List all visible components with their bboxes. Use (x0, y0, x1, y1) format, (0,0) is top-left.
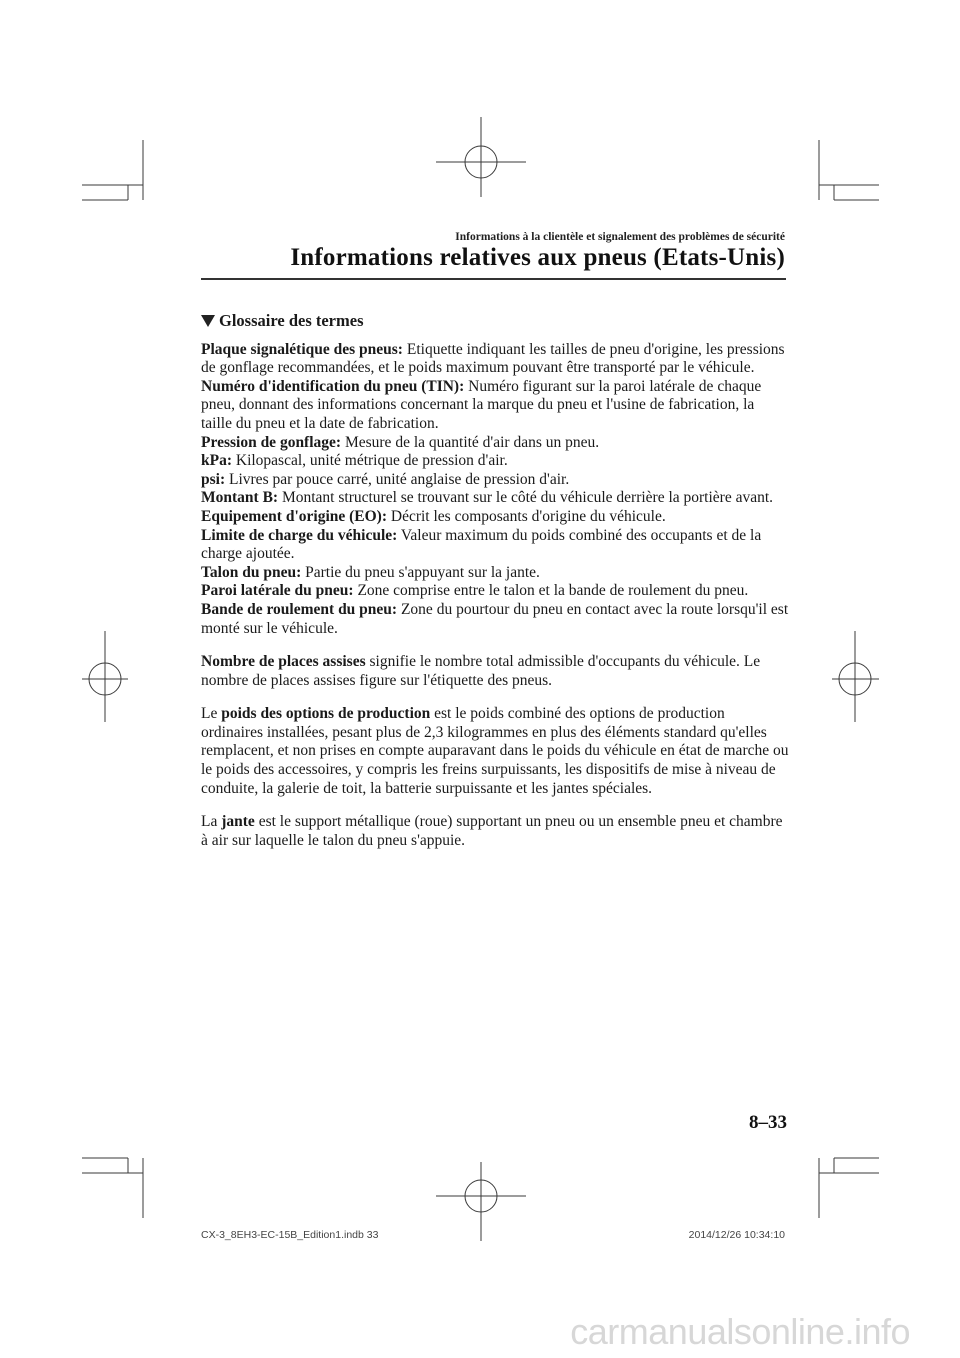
paragraph-bold-term: poids des options de production (221, 705, 431, 723)
footer-timestamp: 2014/12/26 10:34:10 (688, 1229, 785, 1241)
glossary-entry (201, 527, 789, 564)
glossary-entry (201, 489, 789, 508)
chapter-subtitle: Informations à la clientèle et signalement des problèmes de sécurité (455, 231, 785, 243)
glossary-definition: Mesure de la quantité d'air dans un pneu. (344, 433, 600, 451)
glossary-definition: Zone comprise entre le talon et la bande de roulement du pneu. (357, 582, 749, 600)
glossary-definition: Numéro figurant sur la paroi latérale de chaque pneu, donnant des informations concernant la marque du pneu et l'usine de fabrication, la taille du pneu et la date de fabrication. (201, 377, 762, 432)
glossary-entry (201, 508, 789, 527)
page-number: 8–33 (749, 1112, 787, 1133)
body-paragraph (201, 813, 789, 850)
body-paragraph (201, 653, 789, 690)
paragraph-text: est le support métallique (roue) supportant un pneu ou un ensemble pneu et chambre à air sur laquelle le talon du pneu s'appuie. (201, 813, 783, 849)
glossary-entry (201, 564, 789, 583)
glossary-term: Talon du pneu: (201, 563, 302, 581)
watermark-text: carmanualsonline.info (570, 1311, 910, 1352)
glossary-term: Numéro d'identification du pneu (TIN): (201, 377, 465, 395)
glossary-definition: Partie du pneu s'appuyant sur la jante. (305, 563, 540, 581)
body-paragraph (201, 705, 789, 798)
paragraph-bold-term: Nombre de places assises (201, 653, 366, 671)
page-content (201, 312, 789, 850)
glossary-term: Bande de roulement du pneu: (201, 600, 398, 618)
section-heading-text: Glossaire des termes (219, 311, 364, 330)
paragraph-bold-term: jante (221, 813, 255, 831)
glossary-term: kPa: (201, 452, 232, 470)
glossary-term: Limite de charge du véhicule: (201, 526, 398, 544)
paragraph-lead: La (201, 813, 222, 831)
glossary-definition: Kilopascal, unité métrique de pression d'air. (235, 452, 508, 470)
glossary-term: Paroi latérale du pneu: (201, 582, 354, 600)
glossary-definition: Livres par pouce carré, unité anglaise de pression d'air. (229, 470, 570, 488)
glossary-definition: Zone du pourtour du pneu en contact avec la route lorsqu'il est monté sur le véhicule. (201, 600, 789, 637)
section-heading (201, 312, 789, 331)
glossary-entry (201, 601, 789, 638)
glossary-entry (201, 341, 789, 378)
paragraph-lead: Le (201, 705, 222, 723)
glossary-definition: Décrit les composants d'origine du véhicule. (390, 507, 666, 525)
paragraph-text: est le poids combiné des options de production ordinaires installées, pesant plus de 2,3 kilogrammes en plus des éléments standard qu'elles remplacent, et non prises en compte auparavant dans le poids du véhicule en état de marche ou le poids des accessoires, y compris les freins surpuissants, les dispositifs de mise à niveau de conduite, la galerie de toit, la batterie surpuissante et les jantes spéciales. (201, 705, 789, 797)
glossary-definition: Montant structurel se trouvant sur le côté du véhicule derrière la portière avant. (281, 489, 774, 507)
glossary-term: Plaque signalétique des pneus: (201, 340, 403, 358)
glossary-definition: Valeur maximum du poids combiné des occupants et de la charge ajoutée. (201, 526, 762, 563)
glossary-entry (201, 378, 789, 434)
paragraph-text: signifie le nombre total admissible d'occupants du véhicule. Le nombre de places assises figure sur l'étiquette des pneus. (201, 653, 761, 689)
glossary-list (201, 341, 789, 639)
glossary-term: psi: (201, 470, 226, 488)
glossary-entry (201, 434, 789, 453)
triangle-bullet-icon (201, 315, 215, 327)
glossary-entry (201, 582, 789, 601)
header-divider (201, 278, 786, 280)
glossary-term: Montant B: (201, 489, 279, 507)
glossary-entry (201, 471, 789, 490)
glossary-definition: Etiquette indiquant les tailles de pneu d'origine, les pressions de gonflage recommandées, et le poids maximum pouvant être transporté par le véhicule. (201, 340, 785, 377)
glossary-entry (201, 452, 789, 471)
glossary-term: Equipement d'origine (EO): (201, 507, 388, 525)
footer-filename: CX-3_8EH3-EC-15B_Edition1.indb 33 (201, 1229, 379, 1241)
glossary-term: Pression de gonflage: (201, 433, 342, 451)
page-title: Informations relatives aux pneus (Etats-Unis) (290, 244, 785, 271)
